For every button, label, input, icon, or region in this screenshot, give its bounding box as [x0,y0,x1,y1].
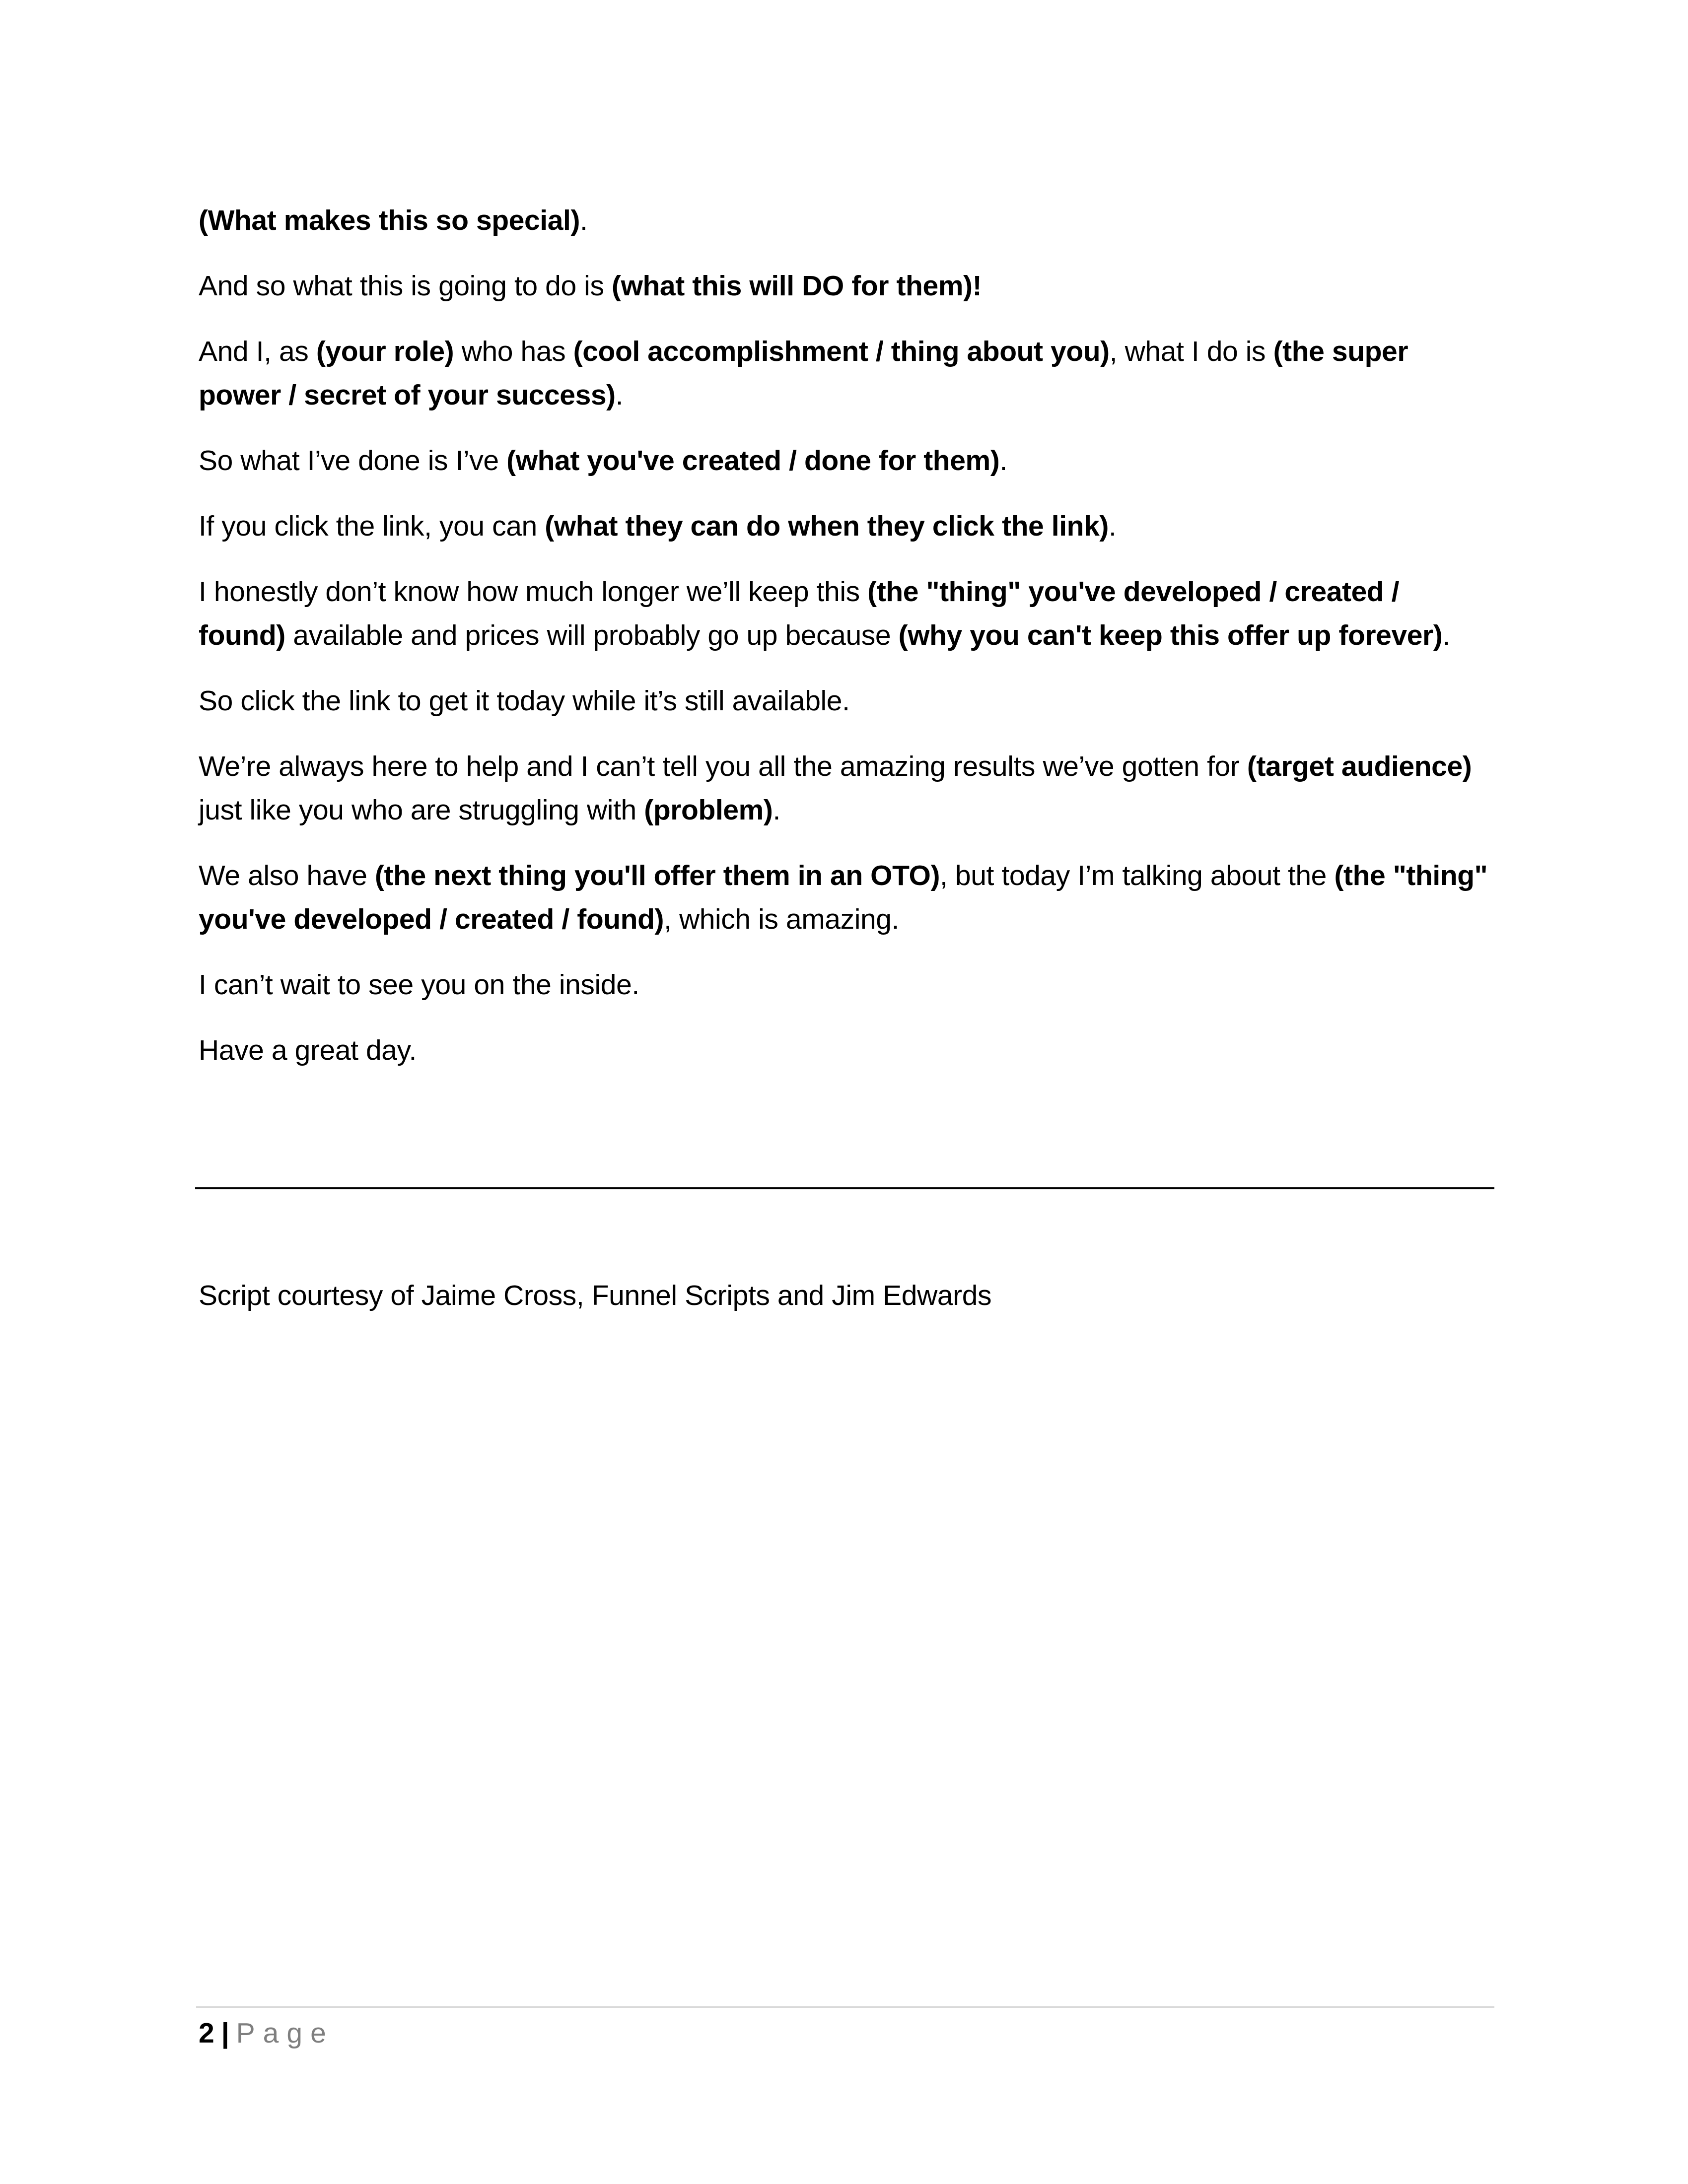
body-text: , what I do is [1109,336,1273,367]
placeholder-text: (the "thing" you've developed / created / found) [199,576,1400,651]
body-text: , which is amazing. [664,903,900,935]
body-text: Have a great day. [199,1034,417,1066]
page-label: Page [236,2017,334,2049]
page-separator: | [221,2017,229,2049]
body-text: available and prices will probably go up because [285,619,899,651]
body-text: . [999,445,1007,477]
body-text: . [1442,619,1450,651]
placeholder-text: (the next thing you'll offer them in an OTO) [374,860,940,891]
script-paragraph [199,439,1489,482]
body-text: And I, as [199,336,316,367]
placeholder-text: (target audience) [1247,751,1472,782]
placeholder-text: (why you can't keep this offer up forever) [898,619,1443,651]
body-text: . [615,379,624,411]
body-text: who has [454,336,573,367]
placeholder-text: (What makes this so special) [199,205,580,236]
body-text: We’re always here to help and I can’t tell you all the amazing results we’ve gotten for [199,751,1247,782]
body-text: . [580,205,588,236]
placeholder-text: (your role) [316,336,454,367]
script-credit: Script courtesy of Jaime Cross, Funnel Scripts and Jim Edwards [199,1280,992,1311]
placeholder-text: (problem) [644,794,773,826]
placeholder-text: (what you've created / done for them) [506,445,1000,477]
script-paragraph [199,1028,1489,1072]
script-paragraph [199,330,1489,417]
page-footer [199,2011,334,2055]
footer-divider [196,2006,1494,2008]
body-text: I can’t wait to see you on the inside. [199,969,639,1001]
page-number: 2 [199,2017,214,2049]
body-text: So what I’ve done is I’ve [199,445,507,477]
body-text: I honestly don’t know how much longer we’ll keep this [199,576,868,608]
script-paragraph [199,679,1489,723]
body-text: And so what this is going to do is [199,270,612,302]
script-paragraph [199,854,1489,941]
script-paragraph [199,570,1489,657]
script-paragraph [199,745,1489,832]
placeholder-text: (cool accomplishment / thing about you) [573,336,1110,367]
script-paragraph [199,504,1489,548]
script-paragraph [199,963,1489,1007]
script-paragraph [199,264,1489,308]
placeholder-text: (what they can do when they click the link) [545,510,1109,542]
placeholder-text: (the super power / secret of your success) [199,336,1408,411]
placeholder-text: (what this will DO for them)! [611,270,982,302]
script-paragraph [199,199,1489,242]
horizontal-divider [195,1187,1494,1189]
body-text: So click the link to get it today while it’s still available. [199,685,850,717]
body-text: just like you who are struggling with [199,794,644,826]
body-text: , but today I’m talking about the [940,860,1335,891]
document-body [199,199,1489,1094]
body-text: . [773,794,780,826]
body-text: . [1108,510,1117,542]
body-text: We also have [199,860,375,891]
body-text: If you click the link, you can [199,510,545,542]
placeholder-text: (the "thing" you've developed / created / found) [199,860,1488,935]
